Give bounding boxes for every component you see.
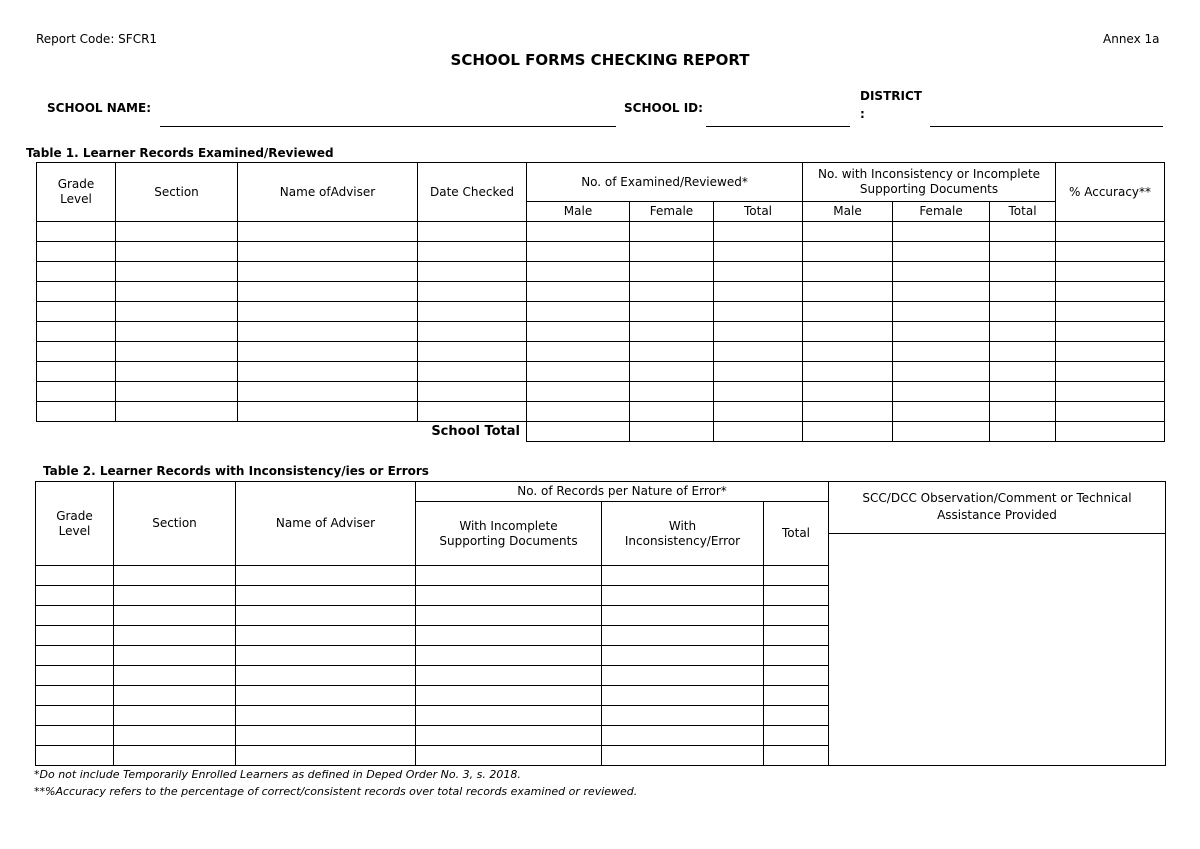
t2-cell[interactable] (416, 666, 602, 686)
t2-cell[interactable] (36, 626, 114, 646)
t2-cell[interactable] (36, 606, 114, 626)
t1-cell[interactable] (418, 242, 527, 262)
t2-cell[interactable] (236, 706, 416, 726)
t1-cell[interactable] (527, 302, 630, 322)
t1-cell[interactable] (714, 382, 803, 402)
t1-header-section: Section (116, 163, 238, 222)
t2-cell[interactable] (764, 746, 829, 766)
t1-cell[interactable] (116, 222, 238, 242)
t1-cell[interactable] (238, 282, 418, 302)
t1-cell[interactable] (990, 322, 1056, 342)
t2-cell[interactable] (114, 646, 236, 666)
t1-cell[interactable] (893, 402, 990, 422)
t1-cell[interactable] (990, 362, 1056, 382)
t1-cell[interactable] (418, 342, 527, 362)
t1-cell[interactable] (1056, 362, 1165, 382)
t1-cell[interactable] (238, 302, 418, 322)
t1-total-cell[interactable] (803, 422, 893, 442)
t1-cell[interactable] (527, 222, 630, 242)
t1-cell[interactable] (630, 222, 714, 242)
t2-cell[interactable] (602, 646, 764, 666)
t1-cell[interactable] (527, 242, 630, 262)
t1-header-grade-level: Grade Level (37, 163, 116, 222)
t1-cell[interactable] (527, 362, 630, 382)
school-id-field[interactable] (706, 126, 850, 127)
t1-cell[interactable] (630, 322, 714, 342)
t1-header-examined-total: Total (714, 202, 803, 222)
t1-cell[interactable] (238, 382, 418, 402)
t1-cell[interactable] (37, 242, 116, 262)
t2-row (36, 586, 829, 606)
t1-cell[interactable] (803, 322, 893, 342)
t1-cell[interactable] (1056, 242, 1165, 262)
t2-cell[interactable] (602, 686, 764, 706)
t1-row (37, 222, 1165, 242)
t1-cell[interactable] (37, 342, 116, 362)
t1-cell[interactable] (1056, 282, 1165, 302)
t2-cell[interactable] (764, 686, 829, 706)
t1-cell[interactable] (714, 342, 803, 362)
t2-cell[interactable] (602, 746, 764, 766)
t2-cell[interactable] (416, 606, 602, 626)
page-title: SCHOOL FORMS CHECKING REPORT (450, 51, 750, 69)
t2-cell[interactable] (602, 706, 764, 726)
t2-cell[interactable] (36, 646, 114, 666)
t2-cell[interactable] (602, 586, 764, 606)
t1-cell[interactable] (803, 222, 893, 242)
t1-header-accuracy: % Accuracy** (1056, 163, 1165, 222)
t2-cell[interactable] (416, 746, 602, 766)
t1-cell[interactable] (238, 322, 418, 342)
t1-cell[interactable] (418, 282, 527, 302)
t1-cell[interactable] (37, 282, 116, 302)
t2-row (36, 626, 829, 646)
t1-cell[interactable] (803, 342, 893, 362)
t1-cell[interactable] (803, 282, 893, 302)
t2-cell[interactable] (416, 586, 602, 606)
t1-cell[interactable] (630, 302, 714, 322)
t1-cell[interactable] (803, 262, 893, 282)
observation-header: SCC/DCC Observation/Comment or Technical Assistance Provided (829, 482, 1165, 534)
t2-header-section: Section (114, 482, 236, 566)
t1-cell[interactable] (803, 302, 893, 322)
t1-cell[interactable] (893, 282, 990, 302)
t1-total-cell[interactable] (714, 422, 803, 442)
t1-row (37, 262, 1165, 282)
t1-cell[interactable] (1056, 262, 1165, 282)
t2-cell[interactable] (764, 726, 829, 746)
t1-cell[interactable] (990, 382, 1056, 402)
t1-cell[interactable] (418, 322, 527, 342)
t1-cell[interactable] (893, 322, 990, 342)
t2-cell[interactable] (236, 646, 416, 666)
t1-cell[interactable] (893, 222, 990, 242)
t2-cell[interactable] (416, 566, 602, 586)
t1-cell[interactable] (116, 282, 238, 302)
t2-cell[interactable] (114, 706, 236, 726)
t2-header-inconsistency: With Inconsistency/Error (602, 502, 764, 566)
t1-cell[interactable] (116, 362, 238, 382)
t1-cell[interactable] (1056, 402, 1165, 422)
district-colon: : (860, 107, 865, 121)
t1-cell[interactable] (803, 362, 893, 382)
observation-box[interactable] (828, 481, 1166, 766)
t1-cell[interactable] (37, 302, 116, 322)
t1-cell[interactable] (714, 222, 803, 242)
t1-cell[interactable] (527, 322, 630, 342)
t1-cell[interactable] (238, 342, 418, 362)
t2-cell[interactable] (236, 666, 416, 686)
t1-header-inconsistency-male: Male (803, 202, 893, 222)
t2-cell[interactable] (36, 746, 114, 766)
t1-header-examined-male: Male (527, 202, 630, 222)
t1-cell[interactable] (116, 402, 238, 422)
t2-cell[interactable] (764, 706, 829, 726)
t1-cell[interactable] (630, 282, 714, 302)
t2-cell[interactable] (36, 726, 114, 746)
t1-cell[interactable] (418, 302, 527, 322)
t1-cell[interactable] (527, 402, 630, 422)
t2-cell[interactable] (114, 726, 236, 746)
t2-cell[interactable] (236, 586, 416, 606)
t1-cell[interactable] (1056, 382, 1165, 402)
t1-cell[interactable] (527, 382, 630, 402)
t2-cell[interactable] (416, 706, 602, 726)
t2-cell[interactable] (602, 726, 764, 746)
t1-cell[interactable] (1056, 342, 1165, 362)
t1-cell[interactable] (418, 222, 527, 242)
footnote-1: *Do not include Temporarily Enrolled Learners as defined in Deped Order No. 3, s. 2018. (34, 768, 521, 781)
t1-cell[interactable] (1056, 222, 1165, 242)
t2-cell[interactable] (416, 686, 602, 706)
t1-cell[interactable] (803, 382, 893, 402)
t2-cell[interactable] (416, 646, 602, 666)
t1-total-cell[interactable] (893, 422, 990, 442)
t1-total-cell[interactable] (527, 422, 630, 442)
t1-cell[interactable] (714, 402, 803, 422)
t2-cell[interactable] (764, 626, 829, 646)
t1-cell[interactable] (116, 302, 238, 322)
report-code: Report Code: SFCR1 (36, 32, 158, 46)
t1-cell[interactable] (116, 382, 238, 402)
t1-cell[interactable] (630, 342, 714, 362)
district-label: DISTRICT (860, 89, 922, 103)
t2-row (36, 686, 829, 706)
footnote-2: **%Accuracy refers to the percentage of correct/consistent records over total records examined or reviewed. (34, 785, 638, 798)
t2-header-total: Total (764, 502, 829, 566)
t1-cell[interactable] (418, 382, 527, 402)
t1-row (37, 242, 1165, 262)
t2-cell[interactable] (36, 566, 114, 586)
t2-cell[interactable] (114, 586, 236, 606)
t2-cell[interactable] (416, 726, 602, 746)
t2-cell[interactable] (114, 606, 236, 626)
t2-header-adviser: Name of Adviser (236, 482, 416, 566)
t1-cell[interactable] (630, 242, 714, 262)
table2-records-with-errors (35, 481, 829, 766)
t1-cell[interactable] (630, 382, 714, 402)
t2-row (36, 566, 829, 586)
t2-row (36, 606, 829, 626)
t1-cell[interactable] (37, 322, 116, 342)
table1-learner-records (36, 162, 1165, 442)
t2-cell[interactable] (236, 626, 416, 646)
t1-cell[interactable] (990, 342, 1056, 362)
t2-cell[interactable] (36, 686, 114, 706)
t2-cell[interactable] (236, 686, 416, 706)
t1-cell[interactable] (238, 222, 418, 242)
t2-row (36, 746, 829, 766)
t1-cell[interactable] (1056, 302, 1165, 322)
t1-cell[interactable] (238, 362, 418, 382)
t1-cell[interactable] (116, 342, 238, 362)
t1-cell[interactable] (990, 402, 1056, 422)
t1-cell[interactable] (714, 302, 803, 322)
t1-cell[interactable] (893, 342, 990, 362)
t2-header-nature-of-error: No. of Records per Nature of Error* (416, 482, 829, 502)
t1-header-examined-female: Female (630, 202, 714, 222)
t1-cell[interactable] (893, 382, 990, 402)
table2-caption: Table 2. Learner Records with Inconsistency/ies or Errors (43, 464, 429, 478)
t2-cell[interactable] (764, 606, 829, 626)
t1-total-cell[interactable] (1056, 422, 1165, 442)
t1-cell[interactable] (714, 242, 803, 262)
t2-cell[interactable] (764, 566, 829, 586)
t1-cell[interactable] (893, 302, 990, 322)
t1-cell[interactable] (803, 242, 893, 262)
t1-cell[interactable] (714, 262, 803, 282)
t1-cell[interactable] (714, 282, 803, 302)
t1-cell[interactable] (990, 262, 1056, 282)
t2-cell[interactable] (114, 746, 236, 766)
t1-cell[interactable] (990, 282, 1056, 302)
t2-cell[interactable] (236, 606, 416, 626)
t1-cell[interactable] (803, 402, 893, 422)
annex-label: Annex 1a (1103, 32, 1160, 46)
t2-row (36, 706, 829, 726)
t2-cell[interactable] (114, 566, 236, 586)
t2-cell[interactable] (602, 606, 764, 626)
t1-header-inconsistency-female: Female (893, 202, 990, 222)
t1-cell[interactable] (630, 362, 714, 382)
t1-cell[interactable] (37, 262, 116, 282)
t1-cell[interactable] (527, 262, 630, 282)
t2-row (36, 666, 829, 686)
t1-cell[interactable] (893, 362, 990, 382)
school-id-label: SCHOOL ID: (624, 101, 703, 115)
t1-cell[interactable] (527, 282, 630, 302)
t1-cell[interactable] (116, 322, 238, 342)
school-name-label: SCHOOL NAME: (47, 101, 151, 115)
t1-cell[interactable] (37, 382, 116, 402)
t1-cell[interactable] (418, 362, 527, 382)
t2-cell[interactable] (36, 706, 114, 726)
t1-cell[interactable] (116, 262, 238, 282)
t1-cell[interactable] (37, 402, 116, 422)
t1-cell[interactable] (714, 322, 803, 342)
t2-cell[interactable] (36, 586, 114, 606)
t1-total-cell[interactable] (630, 422, 714, 442)
t2-header-grade-level: Grade Level (36, 482, 114, 566)
t1-total-cell[interactable] (990, 422, 1056, 442)
t2-cell[interactable] (602, 666, 764, 686)
t2-header-incomplete: With Incomplete Supporting Documents (416, 502, 602, 566)
t2-cell[interactable] (114, 666, 236, 686)
t1-cell[interactable] (37, 362, 116, 382)
t1-header-date-checked: Date Checked (418, 163, 527, 222)
t2-cell[interactable] (764, 666, 829, 686)
t2-cell[interactable] (764, 586, 829, 606)
t1-header-inconsistency: No. with Inconsistency or Incomplete Supporting Documents (803, 163, 1056, 202)
t1-cell[interactable] (116, 242, 238, 262)
t1-cell[interactable] (238, 262, 418, 282)
t2-cell[interactable] (764, 646, 829, 666)
t1-row (37, 362, 1165, 382)
t2-row (36, 726, 829, 746)
table1-caption: Table 1. Learner Records Examined/Reviewed (26, 146, 334, 160)
t1-header-inconsistency-total: Total (990, 202, 1056, 222)
t1-cell[interactable] (418, 402, 527, 422)
t2-cell[interactable] (416, 626, 602, 646)
t1-row (37, 302, 1165, 322)
t1-cell[interactable] (990, 302, 1056, 322)
t2-cell[interactable] (36, 666, 114, 686)
district-field[interactable] (930, 126, 1163, 127)
t1-cell[interactable] (893, 242, 990, 262)
t2-cell[interactable] (114, 686, 236, 706)
t1-school-total-label: School Total (431, 424, 520, 440)
t2-cell[interactable] (236, 566, 416, 586)
t1-cell[interactable] (893, 262, 990, 282)
t1-cell[interactable] (714, 362, 803, 382)
t1-row (37, 382, 1165, 402)
school-name-field[interactable] (160, 126, 616, 127)
t1-cell[interactable] (630, 402, 714, 422)
t1-cell[interactable] (990, 222, 1056, 242)
t1-school-total-row (37, 422, 1165, 442)
t1-header-adviser: Name ofAdviser (238, 163, 418, 222)
t1-row (37, 282, 1165, 302)
t1-cell[interactable] (37, 222, 116, 242)
t1-header-examined: No. of Examined/Reviewed* (527, 163, 803, 202)
t2-cell[interactable] (236, 726, 416, 746)
t1-cell[interactable] (990, 242, 1056, 262)
t1-row (37, 342, 1165, 362)
t1-cell[interactable] (527, 342, 630, 362)
t1-cell[interactable] (1056, 322, 1165, 342)
t2-cell[interactable] (602, 626, 764, 646)
t1-cell[interactable] (418, 262, 527, 282)
t2-cell[interactable] (236, 746, 416, 766)
t1-cell[interactable] (630, 262, 714, 282)
t1-cell[interactable] (238, 242, 418, 262)
t1-cell[interactable] (238, 402, 418, 422)
t2-cell[interactable] (602, 566, 764, 586)
t1-row (37, 402, 1165, 422)
t1-row (37, 322, 1165, 342)
t2-cell[interactable] (114, 626, 236, 646)
t2-row (36, 646, 829, 666)
